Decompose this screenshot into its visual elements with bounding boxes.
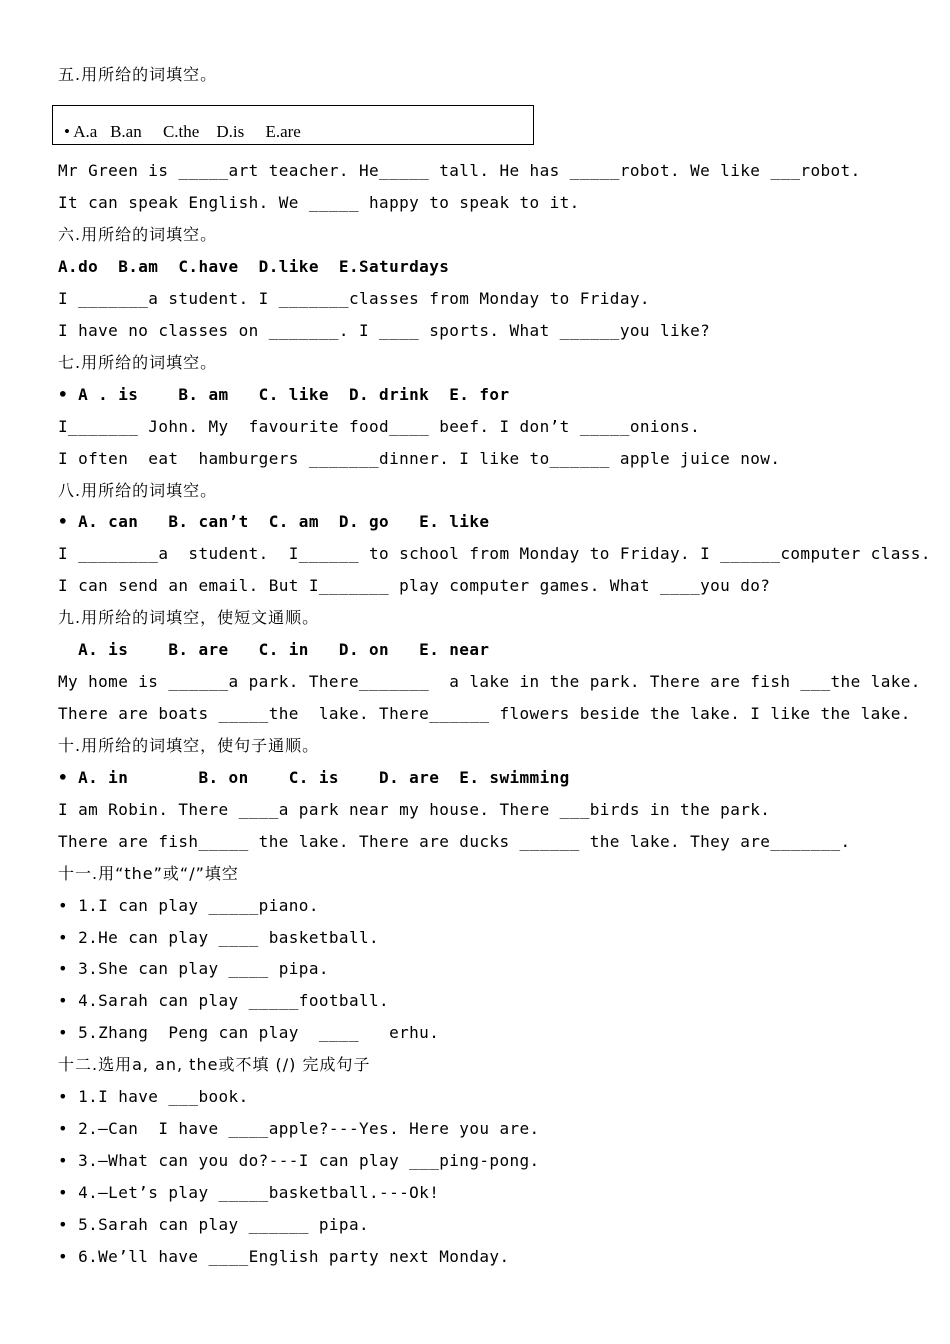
section-10-options: • A. in B. on C. is D. are E. swimming <box>58 768 570 787</box>
section-12-item: • 4.—Let’s play _____basketball.---Ok! <box>58 1183 440 1202</box>
section-12-item: • 2.—Can I have ____apple?---Yes. Here you are. <box>58 1119 540 1138</box>
section-10-line-1: I am Robin. There ____a park near my house. There ___birds in the park. <box>58 800 771 819</box>
section-5-line-2: It can speak English. We _____ happy to speak to it. <box>58 193 580 212</box>
section-12-item: • 6.We’ll have ____English party next Monday. <box>58 1247 510 1266</box>
section-12-item: • 1.I have ___book. <box>58 1087 249 1106</box>
section-9-heading: 九.用所给的词填空，使短文通顺。 <box>58 608 320 627</box>
section-9-line-1: My home is ______a park. There_______ a lake in the park. There are fish ___the lake. <box>58 672 921 691</box>
section-7-options: • A . is B. am C. like D. drink E. for <box>58 385 510 404</box>
section-8-heading: 八.用所给的词填空。 <box>58 481 218 500</box>
section-8-options: • A. can B. can’t C. am D. go E. like <box>58 512 490 531</box>
section-8-line-2: I can send an email. But I_______ play computer games. What ____you do? <box>58 576 771 595</box>
section-7-line-2: I often eat hamburgers _______dinner. I like to______ apple juice now. <box>58 449 781 468</box>
section-5-options: • A.a B.an C.the D.is E.are <box>64 122 301 141</box>
section-11-item: • 5.Zhang Peng can play ____ erhu. <box>58 1023 440 1042</box>
section-10-heading: 十.用所给的词填空，使句子通顺。 <box>58 736 320 755</box>
section-11-item: • 4.Sarah can play _____football. <box>58 991 390 1010</box>
section-7-line-1: I_______ John. My favourite food____ beef. I don’t _____onions. <box>58 417 701 436</box>
section-5-heading: 五.用所给的词填空。 <box>58 65 218 84</box>
section-12-heading: 十二.选用a, an, the或不填 (/) 完成句子 <box>58 1055 371 1074</box>
section-6-line-2: I have no classes on _______. I ____ sports. What ______you like? <box>58 321 711 340</box>
section-6-options: A.do B.am C.have D.like E.Saturdays <box>58 257 450 276</box>
section-12-item: • 3.—What can you do?---I can play ___ping-pong. <box>58 1151 540 1170</box>
section-11-item: • 1.I can play _____piano. <box>58 896 319 915</box>
section-12-item: • 5.Sarah can play ______ pipa. <box>58 1215 370 1234</box>
section-7-heading: 七.用所给的词填空。 <box>58 353 218 372</box>
section-8-line-1: I ________a student. I______ to school from Monday to Friday. I ______computer class. <box>58 544 931 563</box>
section-11-heading: 十一.用“the”或“/”填空 <box>58 864 239 883</box>
section-11-item: • 2.He can play ____ basketball. <box>58 928 380 947</box>
section-5-line-1: Mr Green is _____art teacher. He_____ tall. He has _____robot. We like ___robot. <box>58 161 861 180</box>
section-6-line-1: I _______a student. I _______classes from Monday to Friday. <box>58 289 650 308</box>
section-10-line-2: There are fish_____ the lake. There are ducks ______ the lake. They are_______. <box>58 832 851 851</box>
section-9-options: A. is B. are C. in D. on E. near <box>58 640 490 659</box>
section-6-heading: 六.用所给的词填空。 <box>58 225 218 244</box>
section-11-item: • 3.She can play ____ pipa. <box>58 959 329 978</box>
section-9-line-2: There are boats _____the lake. There______ flowers beside the lake. I like the lake. <box>58 704 911 723</box>
